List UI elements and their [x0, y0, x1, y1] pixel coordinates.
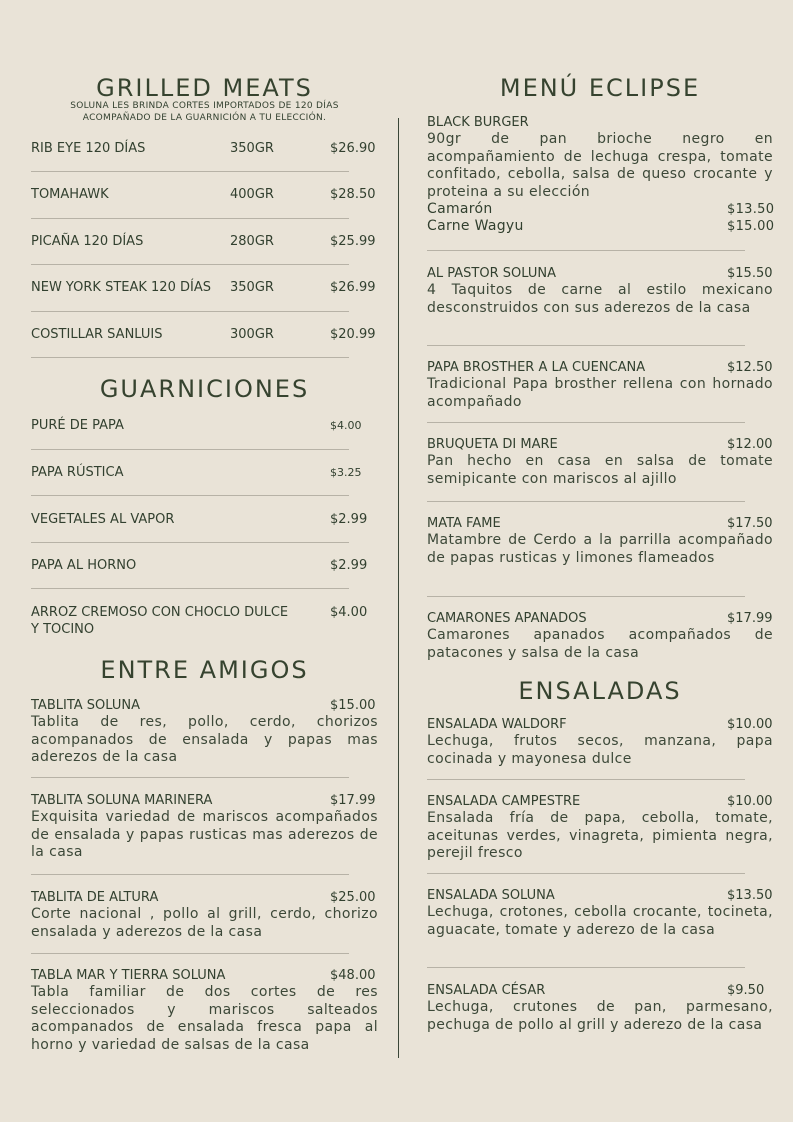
- divider: [31, 495, 349, 496]
- item-name: [31, 604, 288, 638]
- item-name: PAPA AL HORNO: [31, 558, 137, 573]
- item-name: TABLITA DE ALTURA: [31, 890, 159, 905]
- item-name: BLACK BURGER: [427, 115, 529, 130]
- divider: [31, 542, 349, 543]
- menu-item: [31, 967, 378, 1054]
- item-description: Corte nacional , pollo al grill, cerdo, chorizo ensalada y aderezos de la casa: [31, 906, 378, 940]
- item-name: ENSALADA CAMPESTRE: [427, 794, 581, 809]
- item-head: [427, 515, 773, 532]
- menu-item: [31, 697, 378, 767]
- item-head: [427, 114, 773, 131]
- item-price: $12.50: [727, 360, 773, 375]
- divider: [427, 967, 745, 968]
- divider: [31, 171, 349, 172]
- divider: [427, 596, 745, 597]
- divider: [31, 264, 349, 265]
- menu-item: [427, 265, 773, 317]
- item-name: PAPA BROSTHER A LA CUENCANA: [427, 360, 646, 375]
- item-description: Lechuga, crutones de pan, parmesano, pechuga de pollo al grill y aderezo de la casa: [427, 999, 773, 1033]
- item-description: 4 Taquitos de carne al estilo mexicano desconstruidos con sus aderezos de la casa: [427, 282, 773, 316]
- item-name: PURÉ DE PAPA: [31, 418, 124, 433]
- item-price: $25.99: [330, 234, 376, 249]
- item-weight: 400GR: [230, 187, 274, 202]
- grilled-meats-title: GRILLED MEATS: [96, 74, 313, 102]
- divider: [31, 357, 349, 358]
- divider: [31, 874, 349, 875]
- item-weight: 350GR: [230, 141, 274, 156]
- divider: [31, 218, 349, 219]
- item-head: [427, 716, 773, 733]
- item-name: PAPA RÚSTICA: [31, 465, 124, 480]
- ensaladas-title: ENSALADAS: [518, 677, 682, 705]
- item-price: $26.90: [330, 141, 376, 156]
- item-price: $15.50: [727, 266, 773, 281]
- item-name: MATA FAME: [427, 516, 501, 531]
- item-head: [31, 889, 378, 906]
- item-option: [427, 201, 773, 218]
- item-description: Lechuga, crotones, cebolla crocante, tocineta, aguacate, tomate y aderezo de la casa: [427, 904, 773, 938]
- item-price: $2.99: [330, 512, 368, 527]
- item-description: Tabla familiar de dos cortes de res seleccionados y mariscos salteados acompanados de ensalada fresca papa al horno y variedad de salsas de la casa: [31, 984, 378, 1053]
- item-name: COSTILLAR SANLUIS: [31, 327, 163, 342]
- item-description: Lechuga, frutos secos, manzana, papa cocinada y mayonesa dulce: [427, 733, 773, 767]
- item-name: TABLITA SOLUNA: [31, 698, 140, 713]
- item-name: RIB EYE 120 DÍAS: [31, 141, 146, 156]
- item-name: TABLITA SOLUNA MARINERA: [31, 793, 213, 808]
- entre-amigos-title: ENTRE AMIGOS: [100, 656, 309, 684]
- item-name: NEW YORK STEAK 120 DÍAS: [31, 280, 211, 295]
- item-description: Ensalada fría de papa, cebolla, tomate, aceitunas verdes, vinagreta, pimienta negra, perejil fresco: [427, 810, 773, 861]
- item-name: BRUQUETA DI MARE: [427, 437, 558, 452]
- option-price: $15.00: [727, 219, 775, 234]
- item-description: Camarones apanados acompañados de patacones y salsa de la casa: [427, 627, 773, 661]
- item-price: $4.00: [330, 419, 362, 432]
- grilled-meats-subtitle: [31, 100, 378, 124]
- item-head: [427, 359, 773, 376]
- item-head: [427, 793, 773, 810]
- item-name-line: Y TOCINO: [31, 622, 95, 637]
- item-price: $3.25: [330, 466, 362, 479]
- item-price: $17.99: [330, 793, 376, 808]
- divider: [427, 250, 745, 251]
- item-head: [427, 265, 773, 282]
- menu-item: [427, 359, 773, 411]
- menu-item: [31, 792, 378, 862]
- item-price: $10.00: [727, 717, 773, 732]
- guarniciones-title: GUARNICIONES: [99, 375, 310, 403]
- item-name: ENSALADA CÉSAR: [427, 983, 546, 998]
- item-option: [427, 218, 773, 235]
- item-price: $10.00: [727, 794, 773, 809]
- item-price: $17.99: [727, 611, 773, 626]
- menu-item: [427, 436, 773, 488]
- item-name: TOMAHAWK: [31, 187, 109, 202]
- item-price: $20.99: [330, 327, 376, 342]
- item-weight: 280GR: [230, 234, 274, 249]
- menu-eclipse-title: MENÚ ECLIPSE: [499, 74, 701, 102]
- divider: [31, 311, 349, 312]
- item-name: TABLA MAR Y TIERRA SOLUNA: [31, 968, 226, 983]
- column-divider: [398, 118, 399, 1058]
- item-head: [427, 610, 773, 627]
- subtitle-line: SOLUNA LES BRINDA CORTES IMPORTADOS DE 120 DÍAS: [70, 101, 339, 111]
- item-name: PICAÑA 120 DÍAS: [31, 234, 144, 249]
- item-name: CAMARONES APANADOS: [427, 611, 587, 626]
- item-description: Pan hecho en casa en salsa de tomate semipicante con mariscos al ajillo: [427, 453, 773, 487]
- item-name: ENSALADA WALDORF: [427, 717, 567, 732]
- item-price: $15.00: [330, 698, 376, 713]
- item-price: $28.50: [330, 187, 376, 202]
- divider: [31, 449, 349, 450]
- item-price: $26.99: [330, 280, 376, 295]
- divider: [427, 873, 745, 874]
- item-price: $13.50: [727, 888, 773, 903]
- menu-item: [427, 887, 773, 939]
- option-price: $13.50: [727, 202, 775, 217]
- item-head: [31, 967, 378, 984]
- item-head: [427, 436, 773, 453]
- item-name: AL PASTOR SOLUNA: [427, 266, 556, 281]
- item-description: Matambre de Cerdo a la parrilla acompañado de papas rusticas y limones flameados: [427, 532, 773, 566]
- item-head: [427, 982, 773, 999]
- divider: [427, 779, 745, 780]
- item-description: 90gr de pan brioche negro en acompañamiento de lechuga crespa, tomate confitado, cebolla, salsa de queso crocante y proteina a su elección: [427, 131, 773, 200]
- menu-item: [427, 114, 773, 235]
- divider: [31, 588, 349, 589]
- option-name: Camarón: [427, 201, 493, 217]
- item-weight: 350GR: [230, 280, 274, 295]
- divider: [31, 953, 349, 954]
- item-head: [31, 792, 378, 809]
- item-name-line: ARROZ CREMOSO CON CHOCLO DULCE: [31, 605, 289, 620]
- item-price: $4.00: [330, 605, 368, 620]
- menu-item: [31, 889, 378, 941]
- menu-item: [427, 716, 773, 768]
- divider: [427, 501, 745, 502]
- item-price: $9.50: [727, 983, 765, 998]
- item-head: [427, 887, 773, 904]
- divider: [31, 777, 349, 778]
- menu-item: [427, 515, 773, 567]
- item-weight: 300GR: [230, 327, 274, 342]
- item-name: VEGETALES AL VAPOR: [31, 512, 175, 527]
- item-price: $48.00: [330, 968, 376, 983]
- divider: [427, 422, 745, 423]
- item-price: $12.00: [727, 437, 773, 452]
- item-head: [31, 697, 378, 714]
- item-name: ENSALADA SOLUNA: [427, 888, 555, 903]
- option-name: Carne Wagyu: [427, 218, 524, 234]
- item-price: $25.00: [330, 890, 376, 905]
- subtitle-line: ACOMPAÑADO DE LA GUARNICIÓN A TU ELECCIÓN.: [82, 113, 327, 123]
- menu-item: [427, 793, 773, 863]
- divider: [427, 345, 745, 346]
- item-description: Tablita de res, pollo, cerdo, chorizos acompanados de ensalada y papas mas aderezos de la casa: [31, 714, 378, 765]
- item-price: $17.50: [727, 516, 773, 531]
- item-description: Exquisita variedad de mariscos acompañados de ensalada y papas rusticas mas aderezos de la casa: [31, 809, 378, 860]
- menu-item: [427, 610, 773, 662]
- menu-item: [427, 982, 773, 1034]
- item-description: Tradicional Papa brosther rellena con hornado acompañado: [427, 376, 773, 410]
- item-price: $2.99: [330, 558, 368, 573]
